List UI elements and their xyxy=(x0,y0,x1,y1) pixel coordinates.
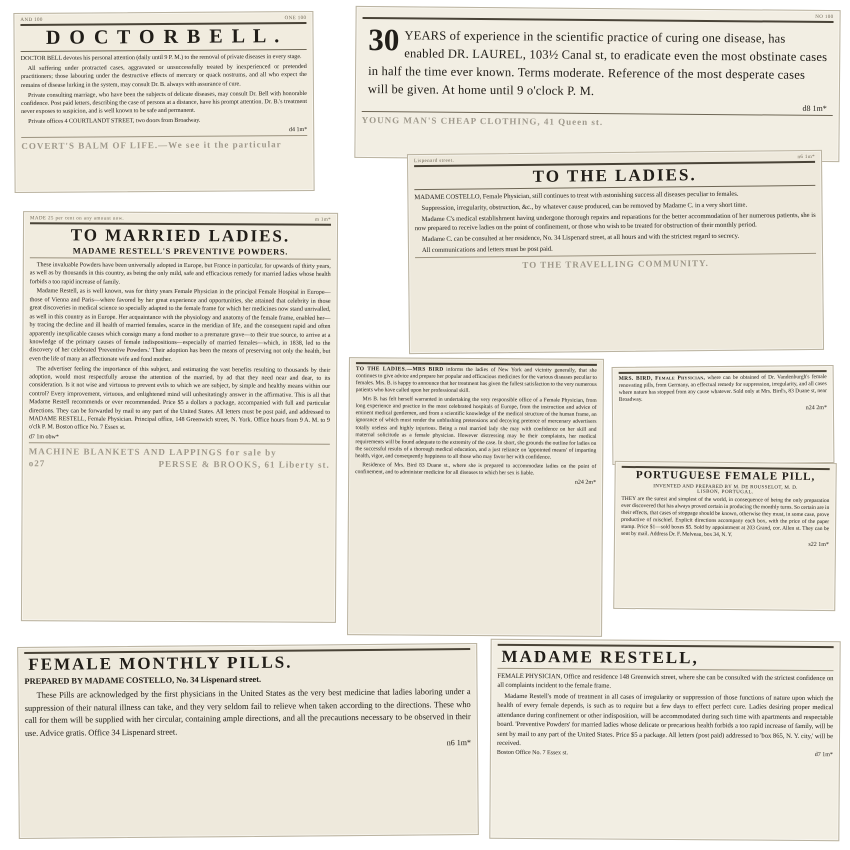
ad-lead-paragraph: YEARS of experience in the scientific practice of curing one disease, has enabled DR. LAUREL, 103½ Canal st, to eradicate even the most obstinate cases in half the time ever known. Terms moderate. Reference of the most desperate cases will be given. At home until 9 o'clock P. M. xyxy=(367,28,828,98)
ad-signature-row xyxy=(621,540,829,548)
ad-footer-cut: YOUNG MAN'S CHEAP CLOTHING, 41 Queen st. xyxy=(361,114,604,128)
ad-footer: Boston Office No. 7 Essex st. xyxy=(496,750,568,757)
ad-footer-cut: TO THE TRAVELLING COMMUNITY. xyxy=(522,258,709,270)
ad-big-number: 30 xyxy=(368,21,400,58)
ad-subtitle-1: INVENTED AND PREPARED BY M. DE ROUSSELOT, M. D. xyxy=(653,483,798,491)
ad-signature: s22 1m* xyxy=(808,542,829,549)
clip-mrs-bird-pills xyxy=(612,365,835,465)
clip-female-monthly-pills xyxy=(17,643,479,839)
ad-signature-row xyxy=(29,434,330,442)
ad-paragraph: Residence of Mrs. Bird 83 Duane st., where she is prepared to accommodate ladies on the point of confinement, and to administer medicine for all diseases to which her sex is liable. xyxy=(355,462,597,477)
ad-title: TO MARRIED LADIES. xyxy=(70,225,291,246)
ad-paragraph: All suffering under protracted cases, aggravated or unsuccessfully treated by inexperienced or pretended practitioners; those labouring under the destructive effects of mercury or quack nostrums, and all who expect the remains of disease lurking in the system, may consult Dr. B. always with assurance of cure. xyxy=(20,63,307,89)
ad-paragraph: Madame C. can be consulted at her residence, No. 34 Lispenard street, at all hours and with the strictest regard to secrecy. xyxy=(421,232,740,243)
ad-signature-row xyxy=(25,738,471,751)
ad-paragraph: These invaluable Powders have been universally adopted in Europe, but France in particular, for upwards of thirty years, as well as by thousands in this country, as being the only mild, safe and efficacious remedy for married ladies whose health forbids a too rapid increase of family. xyxy=(29,262,331,286)
divider xyxy=(21,49,307,52)
ad-signature: d7 1m* xyxy=(814,752,833,759)
clip-to-married-ladies xyxy=(21,211,338,623)
ad-subtitle: PREPARED BY MADAME COSTELLO, No. 34 Lispenard street. xyxy=(24,674,262,686)
ad-title: D O C T O R B E L L . xyxy=(45,25,282,49)
ad-subtitle: MADAME RESTELL'S PREVENTIVE POWDERS. xyxy=(72,245,289,257)
ad-paragraph: MADAME COSTELLO, Female Physician, still continues to treat with astonishing success all diseases peculiar to females. xyxy=(414,190,739,201)
ad-subtitle-2: LISBON, PORTUGAL. xyxy=(697,489,754,495)
ad-footer-cut: COVERT'S BALM OF LIFE.—We see it the particular xyxy=(21,138,282,151)
ad-signature: d8 1m* xyxy=(802,103,827,114)
ad-title: PORTUGUESE FEMALE PILL, xyxy=(635,469,816,483)
ad-signature: d7 1m obw* xyxy=(28,434,59,441)
ad-footer-cut: MACHINE BLANKETS AND LAPPINGS for sale by xyxy=(28,446,277,458)
ad-signature: d4 1m* xyxy=(289,126,308,133)
ad-paragraph-text: informs the ladies of New York and vicinity generally, that she continues to give advice and prepare her popular and efficacious medicines for the various diseases peculiar to females. Mrs. B. is happy to announce that her treatment has given the fullest satisfaction to the very numerous patients who have called upon her professional skill. xyxy=(355,366,597,395)
ad-paragraph: FEMALE PHYSICIAN, Office and residence 148 Greenwich street, where she can be consulted with the strictest confidence on all complaints incident to the female frame. xyxy=(497,672,834,690)
clip-top-left-text: AND 100 xyxy=(20,17,43,24)
clip-top-right-text: n6 1m* xyxy=(797,154,816,161)
ad-paragraph: Private offices 4 COURTLANDT STREET, two doors from Broadway. xyxy=(28,118,201,126)
ad-footer-row xyxy=(29,458,330,470)
clip-thirty-years xyxy=(354,6,840,165)
ad-paragraph: The advertiser feeling the importance of this subject, and estimating the vast benefits resulting to thousands by their adoption, would most respectfully arouse the attention of the married, by ad that they need near and dear, to its consideration. Is it not wise and virtuous to prevent evils to which we are subject, by simple and healthy means within our control? Every improvement, virtuous, and enlightened mind will unhesitatingly answer in the affirmative. This is all that Madame Restell recommends or ever recommended. Price $5 a dollars a package, accompanied with full and particular directions. They can be forwarded by mail to any part of the United States. All letters must be post paid, and addressed to MADAME RESTELL, Female Physician. Principal office, 148 Greenwich street, N. York. Office hours from 9 A. M. to 9 o'clk P. M. Boston office No. 7 Essex st. xyxy=(28,365,331,432)
divider-top xyxy=(356,362,597,366)
ad-paragraph xyxy=(356,366,597,396)
clip-mrs-bird-ladies xyxy=(347,357,604,637)
clip-top-right-text: ONE 100 xyxy=(284,16,307,22)
ad-signature: n6 1m* xyxy=(446,738,472,748)
divider xyxy=(29,442,330,445)
clip-portuguese-female-pill xyxy=(613,461,837,611)
ad-paragraph: Madame Restell's mode of treatment in all cases of irregularity or suppression of those functions of nature upon which the health of every female depends, is such as to require but a few days to effect perfect cure. Ladies desiring proper medical attendance during confinement or other indisposition, will be accommodated during such time with apartments and respectable board. 'Preventive Powders' for married ladies whose delicate or precarious health forbids a too rapid increase of family, will be sent by mail to any part of the United States. Price $5 a package. All letters (post paid) addressed to 'box 865, N. Y. city,' will be received. xyxy=(496,692,834,747)
ad-signature-row xyxy=(355,478,596,486)
clip-top-left-text: Lispenard street. xyxy=(414,158,455,165)
clip-doctor-bell xyxy=(13,11,314,193)
divider xyxy=(21,135,307,138)
ad-subtitle: DOCTOR BELL devotes his personal attention (daily until 9 P. M.) to the removal of private diseases in every stage. xyxy=(20,54,302,62)
ad-paragraph-text: where can be obtained of Dr. Vandenburgh's female renovating pills, from Germany, an effectual remedy for suppression, irregularity, and all cases where nature has stopped from any cause whatever. Sold only at Mrs. Bird's, 83 Duane st, near Broadway. xyxy=(618,374,827,404)
ad-paragraph: Madame Restell, as is well known, was for thirty years Female Physician in the principal Female Hospital in Europe—those of Vienna and Paris—where favored by her great experience and opportunities, she attained that celebrity in those great discoveries in medical science so specially adapted to the female frame for which her medicines now stand unrivalled, as well in this country as in Europe. Her acquaintance with the physiology and anatomy of the female frame, enabled her—by tracing the decline and ill health of married females, scarce in the meridian of life, and the consequent rapid and often apparently inexplicable causes which consign many a fond mother to a premature grave—to their true source, to arrive at a knowledge of the primary causes of female indispositions—especially of married females—which, in 1838, led to the discovery of her celebrated 'Preventive Powders.' Their adoption has been the means of preserving not only the health, but even the life of many an affectionate wife and fond mother. xyxy=(29,288,331,363)
divider xyxy=(497,668,833,671)
ad-title: TO THE LADIES. xyxy=(532,165,697,186)
clip-top-right-text: NO 100 xyxy=(815,14,834,21)
ad-paragraph: Private consulting marriage, who have been the subjects of delicate diseases, may consult Dr. Bell with honorable confidence. Post paid letters, describing the case of persons at a distance, have his prompt attention. Dr. B.'s treatment never exposes to suspicion, and is well known to be safe and permanent. xyxy=(20,90,308,116)
ad-footer-row xyxy=(497,750,833,758)
ad-signature-row xyxy=(21,127,307,135)
clip-top-right-text: m 1m* xyxy=(314,217,332,223)
ad-paragraph xyxy=(619,374,827,404)
clip-madame-restell xyxy=(489,639,840,841)
ad-paragraph: All communications and letters must be post paid. xyxy=(421,245,553,254)
ad-paragraph: THEY are the surest and simplest of the world, in consequence of being the only preparation ever discovered that has always proved certain in producing the monthly turns. So certain are in their effects, that cases of stoppage should be known, otherwise they must, in some case, prove productive of mischief. Explicit directions accompany each box, with the price of the paper stamp. Price $1—sold boxes $5. Sold by appointment at 203 Grand, cor. Allen st. They can be sent by mail. Address Dr. F. Melveau, box 34, N. Y. xyxy=(620,495,830,539)
ad-signature: n24 2m* xyxy=(805,404,827,411)
ad-paragraph: Madame C's medical establishment having undergone thorough repairs and reparations for the better accommodation of her numerous patients, she is now prepared to receive ladies on the point of confinement, or those who wish to be treated for obstruction of their monthly period. xyxy=(414,211,816,233)
ad-footer-sign: o27 xyxy=(28,458,46,469)
ad-title-inline: TO THE LADIES.—MRS BIRD xyxy=(355,366,444,373)
ad-title-inline: MRS. BIRD, Female Physician, xyxy=(618,375,706,382)
ad-footer-cut-right: PERSSE & BROOKS, 61 Liberty st. xyxy=(158,458,330,470)
clip-to-the-ladies xyxy=(407,150,824,354)
divider-top xyxy=(619,370,827,374)
ad-title: MADAME RESTELL, xyxy=(501,646,699,668)
ad-paragraph: Suppression, irregularity, obstruction, &c., by whatever cause produced, can be removed by Madame C. in a very short time. xyxy=(421,201,748,212)
ad-title: FEMALE MONTHLY PILLS. xyxy=(28,652,293,674)
ad-paragraph: These Pills are acknowledged by the first physicians in the United States as the very best medicine that ladies laboring under a suppression of their natural illness can take, and they very seldom fail to relieve when taken according to the directions. These who call for them will be supplied with her circular, containing ample directions, and all the precautions necessary to be observed in their use. Advice gratis. Office 34 Lispenard street. xyxy=(24,687,471,738)
ad-paragraph: Mrs B. has felt herself warranted in undertaking the very responsible office of a Female Physician, from long experience and practice in the most celebrated hospitals of Europe, from the instruction and advice of eminent medical gentlemen, and from a scientific knowledge of the medical structure of the human frame, an ignorance of which must render the unblushing pretensions and decoying pretence of mercenary advertisers totally useless and highly injurious. Being a real married lady she may with confidence on her skill and maternal solicitude as a female physician. However distressing may be their complaints, her medical requirements will be found adequate to the extremity of the case. In short, she grounds the outline for ladies on the successful results of a thorough medical education, and a just reliance on 'appointed means' of imparting health, vigor, and consequently happiness to all those who may favor her with confidence. xyxy=(355,396,597,461)
clip-top-left-text: MADE 25 per cent on any amount now. xyxy=(30,216,124,222)
divider xyxy=(30,257,331,260)
ad-signature-row xyxy=(619,405,827,413)
ad-signature: n24 2m* xyxy=(574,479,597,486)
